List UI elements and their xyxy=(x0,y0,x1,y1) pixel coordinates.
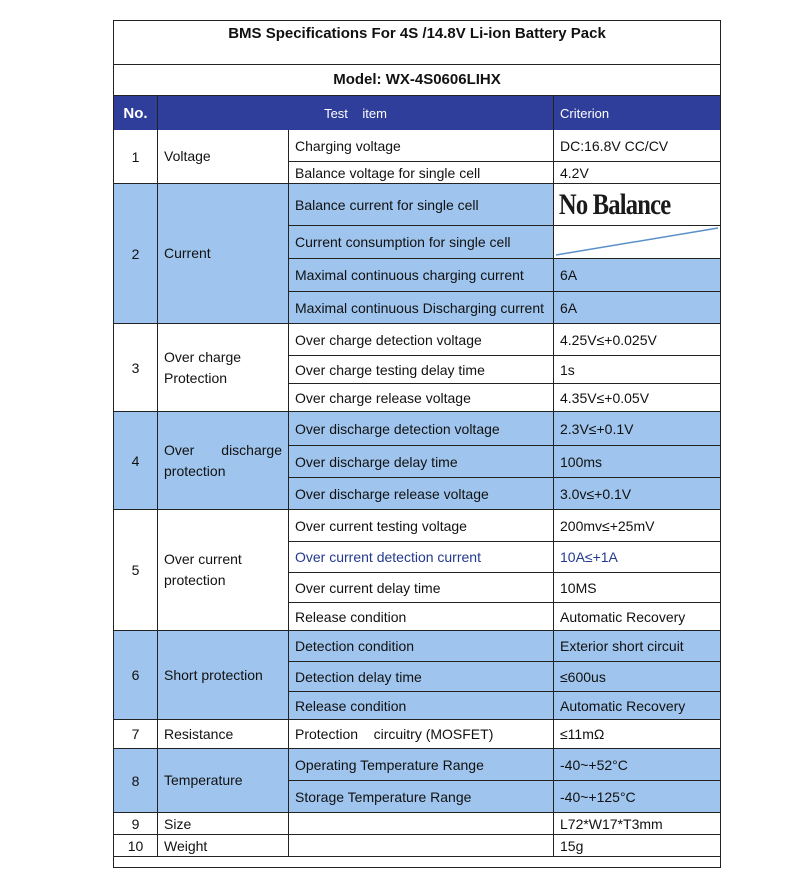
criterion-value: 15g xyxy=(554,835,720,857)
test-item: Over charge detection voltage xyxy=(289,324,554,356)
group-category: Resistance xyxy=(158,720,289,749)
group-number: 3 xyxy=(114,324,158,412)
spec-sheet xyxy=(113,20,721,868)
test-item: Storage Temperature Range xyxy=(289,781,554,813)
group-category: Over current protection xyxy=(158,510,289,631)
criterion-value: 4.2V xyxy=(554,162,720,184)
test-item: Balance current for single cell xyxy=(289,184,554,226)
group-category: Voltage xyxy=(158,130,289,184)
group-number: 9 xyxy=(114,813,158,835)
item-blank xyxy=(289,835,554,857)
test-item: Detection condition xyxy=(289,631,554,662)
test-item: Over discharge detection voltage xyxy=(289,412,554,446)
header-test-item: Test item xyxy=(158,96,554,130)
criterion-value: ≤600us xyxy=(554,662,720,692)
criterion-value: Automatic Recovery xyxy=(554,692,720,720)
criterion-value: 1s xyxy=(554,356,720,384)
test-item: Balance voltage for single cell xyxy=(289,162,554,184)
criterion-value: 200mv≤+25mV xyxy=(554,510,720,542)
criterion-value: L72*W17*T3mm xyxy=(554,813,720,835)
test-item: Current consumption for single cell xyxy=(289,226,554,259)
test-item: Operating Temperature Range xyxy=(289,749,554,781)
criterion-value: Automatic Recovery xyxy=(554,603,720,631)
test-item: Over current detection current xyxy=(289,542,554,573)
criterion-value: 6A xyxy=(554,292,720,324)
group-category: Short protection xyxy=(158,631,289,720)
strike-line xyxy=(554,226,720,259)
criterion-no-balance xyxy=(554,184,720,226)
criterion-value: 6A xyxy=(554,259,720,292)
group-category: Weight xyxy=(158,835,289,857)
document-title: BMS Specifications For 4S /14.8V Li-ion Battery Pack xyxy=(114,21,720,65)
group-category: Current xyxy=(158,184,289,324)
group-number: 4 xyxy=(114,412,158,510)
test-item: Over current delay time xyxy=(289,573,554,603)
item-blank xyxy=(289,813,554,835)
criterion-value: DC:16.8V CC/CV xyxy=(554,130,720,162)
criterion-value: 10MS xyxy=(554,573,720,603)
test-item: Release condition xyxy=(289,692,554,720)
criterion-blank xyxy=(554,226,720,259)
group-category xyxy=(158,412,289,510)
criterion-value: 2.3V≤+0.1V xyxy=(554,412,720,446)
group-number: 8 xyxy=(114,749,158,813)
header-criterion: Criterion xyxy=(554,96,720,130)
criterion-value: 10A≤+1A xyxy=(554,542,720,573)
group-category: Over charge Protection xyxy=(158,324,289,412)
group-number: 7 xyxy=(114,720,158,749)
group-number: 5 xyxy=(114,510,158,631)
group-category-label: Over discharge protection xyxy=(164,441,282,479)
test-item: Maximal continuous Discharging current xyxy=(289,292,554,324)
group-category: Size xyxy=(158,813,289,835)
test-item: Release condition xyxy=(289,603,554,631)
header-no: No. xyxy=(114,96,158,130)
test-item: Protection circuitry (MOSFET) xyxy=(289,720,554,749)
group-number: 6 xyxy=(114,631,158,720)
test-item: Over discharge delay time xyxy=(289,446,554,478)
no-balance-stamp: No Balance xyxy=(558,187,671,221)
test-item: Over current testing voltage xyxy=(289,510,554,542)
group-number: 2 xyxy=(114,184,158,324)
criterion-value: ≤11mΩ xyxy=(554,720,720,749)
criterion-value: 3.0v≤+0.1V xyxy=(554,478,720,510)
group-number: 10 xyxy=(114,835,158,857)
criterion-value: -40~+125°C xyxy=(554,781,720,813)
group-category: Temperature xyxy=(158,749,289,813)
model-number: Model: WX-4S0606LIHX xyxy=(114,65,720,96)
test-item: Over charge testing delay time xyxy=(289,356,554,384)
group-number: 1 xyxy=(114,130,158,184)
test-item: Maximal continuous charging current xyxy=(289,259,554,292)
test-item: Over charge release voltage xyxy=(289,384,554,412)
criterion-value: -40~+52°C xyxy=(554,749,720,781)
test-item: Detection delay time xyxy=(289,662,554,692)
criterion-value: 4.35V≤+0.05V xyxy=(554,384,720,412)
criterion-value: 4.25V≤+0.025V xyxy=(554,324,720,356)
criterion-value: Exterior short circuit xyxy=(554,631,720,662)
criterion-value: 100ms xyxy=(554,446,720,478)
test-item: Charging voltage xyxy=(289,130,554,162)
test-item: Over discharge release voltage xyxy=(289,478,554,510)
